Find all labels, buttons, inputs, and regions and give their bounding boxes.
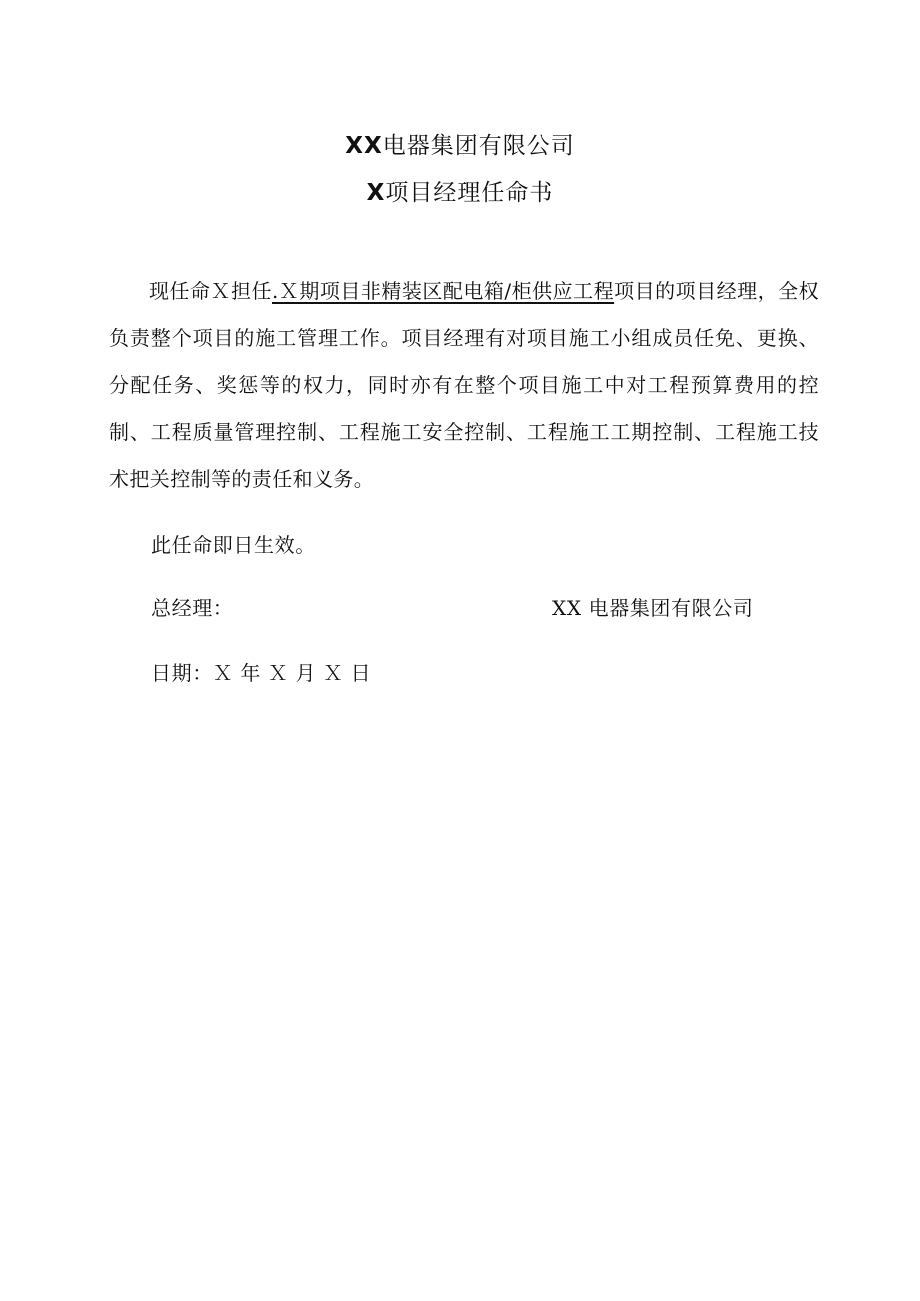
company-title — [0, 131, 920, 161]
general-manager-label: 总经理： — [151, 596, 234, 620]
appointment-paragraph — [109, 268, 819, 503]
company-title-prefix: XX — [345, 133, 383, 159]
company-title-name: 电器集团有限公司 — [382, 133, 575, 159]
company-signature: XX 电器集团有限公司 — [552, 596, 754, 620]
appointment-intro: 现任命Ｘ担任 — [149, 279, 272, 303]
effective-statement: 此任命即日生效。 — [151, 533, 316, 557]
project-name: .Ｘ期项目非精装区配电箱/柜供应工程 — [272, 279, 615, 303]
document-title-text: 项目经理任命书 — [385, 180, 554, 206]
document-title — [0, 178, 920, 208]
date-line: 日期：Ｘ 年 Ｘ 月 Ｘ 日 — [151, 661, 372, 685]
appointment-body: 项目的项目经理，全权负责整个项目的施工管理工作。项目经理有对项目施工小组成员任免、更换、分配任务、奖惩等的权力，同时亦有在整个项目施工中对工程预算费用的控制、工程质量管理控制、工程施工安全控制、工程施工工期控制、工程施工技术把关控制等的责任和义务。 — [109, 279, 819, 491]
document-title-prefix: X — [366, 180, 386, 206]
